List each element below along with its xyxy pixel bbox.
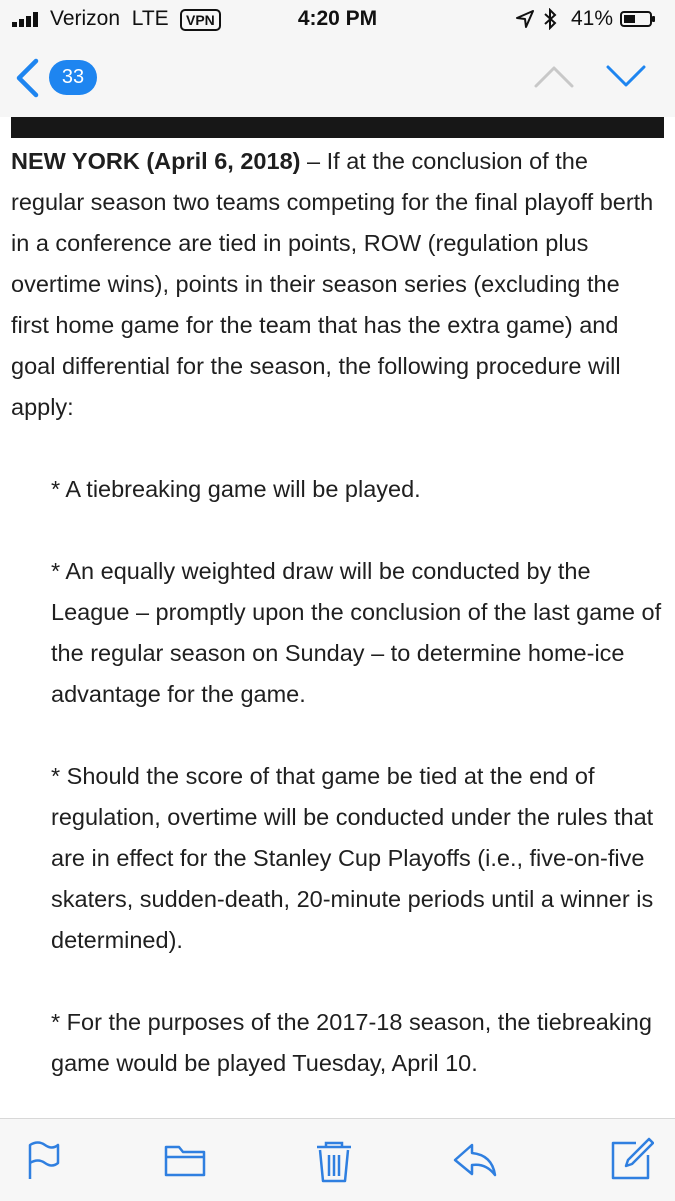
bluetooth-icon: [543, 8, 557, 30]
carrier-label: Verizon LTE: [50, 7, 169, 30]
status-bar: [0, 0, 675, 38]
message-body: [11, 141, 663, 1084]
inbox-count-badge[interactable]: 33: [49, 60, 97, 95]
trash-icon[interactable]: [315, 1141, 353, 1183]
previous-message-chevron-icon[interactable]: [533, 62, 575, 90]
compose-icon[interactable]: [610, 1137, 654, 1181]
bullet-paragraph: * Should the score of that game be tied at the end of regulation, overtime will be conducted under the rules that are in effect for the Stanley Cup Playoffs (i.e., five-on-five skaters, sudden-death, 20-minute periods until a winner is determined).: [51, 763, 654, 953]
flag-icon[interactable]: [26, 1141, 62, 1181]
next-message-chevron-icon[interactable]: [605, 62, 647, 90]
reply-icon[interactable]: [452, 1141, 498, 1179]
folder-icon[interactable]: [164, 1141, 206, 1179]
dateline: NEW YORK (April 6, 2018): [11, 148, 301, 174]
location-arrow-icon: [516, 10, 534, 28]
bullet-paragraph: * For the purposes of the 2017-18 season, the tiebreaking game would be played Tuesday, April 10.: [51, 1009, 652, 1076]
mail-nav-bar: [0, 40, 675, 117]
bullet-paragraph: * A tiebreaking game will be played.: [51, 476, 421, 502]
top-bar: [0, 0, 675, 117]
battery-icon: [620, 11, 656, 27]
header-image-strip: [11, 117, 664, 138]
bullet-paragraph: * An equally weighted draw will be conducted by the League – promptly upon the conclusion of the last game of the regular season on Sunday – to determine home-ice advantage for the game.: [51, 558, 662, 707]
intro-paragraph: [11, 141, 663, 428]
vpn-badge: VPN: [180, 9, 221, 31]
status-time: 4:20 PM: [297, 7, 378, 30]
battery-percent: 41%: [571, 7, 614, 30]
back-chevron-icon[interactable]: [12, 58, 42, 98]
intro-text: – If at the conclusion of the regular season two teams competing for the final playoff berth in a conference are tied in points, ROW (regulation plus overtime wins), points in their season series (excluding the first home game for the team that has the extra game) and goal differential for the season, the following procedure will apply:: [11, 148, 654, 420]
bottom-toolbar: [0, 1118, 675, 1201]
